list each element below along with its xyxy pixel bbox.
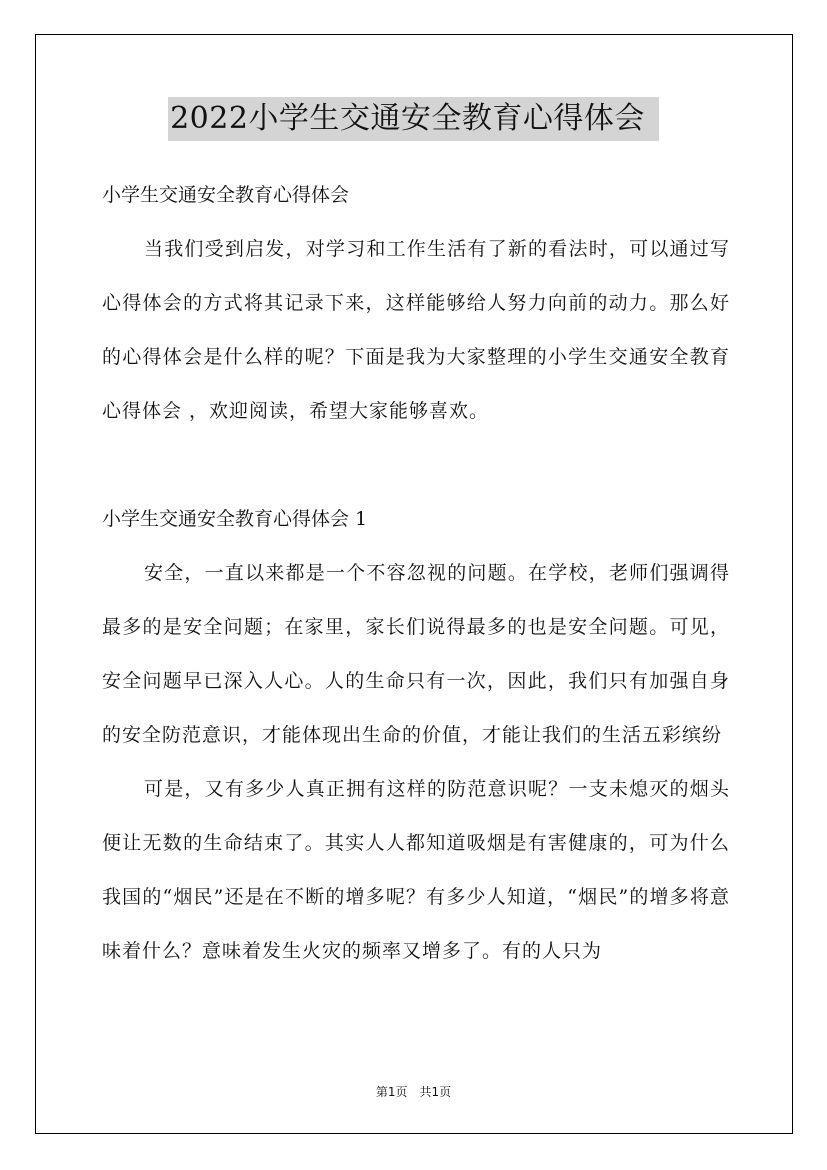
intro-paragraph: 当我们受到启发，对学习和工作生活有了新的看法时，可以通过写心得体会的方式将其记录下来，这样能够给人努力向前的动力。那么好的心得体会是什么样的呢？下面是我为大家整理的小学生交通安全教育心得体会 ，欢迎阅读，希望大家能够喜欢。 — [102, 238, 730, 422]
document-body — [102, 168, 730, 978]
body-paragraph-2: 可是，又有多少人真正拥有这样的防范意识呢？一支未熄灭的烟头便让无数的生命结束了。其实人人都知道吸烟是有害健康的，可为什么我国的“烟民”还是在不断的增多呢？有多少人知道，“烟民”的增多将意味着什么？意味着发生火灾的频率又增多了。有的人只为 — [102, 778, 730, 962]
document-title: 2022小学生交通安全教育心得体会 — [168, 97, 659, 141]
page-footer: 第1页 共1页 — [375, 1085, 452, 1099]
title-container — [0, 97, 827, 141]
document-subtitle: 小学生交通安全教育心得体会 — [102, 184, 350, 206]
blank-line — [102, 438, 730, 492]
body-paragraph-1: 安全，一直以来都是一个不容忽视的问题。在学校，老师们强调得最多的是安全问题；在家里，家长们说得最多的也是安全问题。可见，安全问题早已深入人心。人的生命只有一次，因此，我们只有加强自身的安全防范意识，才能体现出生命的价值，才能让我们的生活五彩缤纷 — [102, 562, 730, 746]
section-heading: 小学生交通安全教育心得体会 1 — [102, 508, 368, 530]
